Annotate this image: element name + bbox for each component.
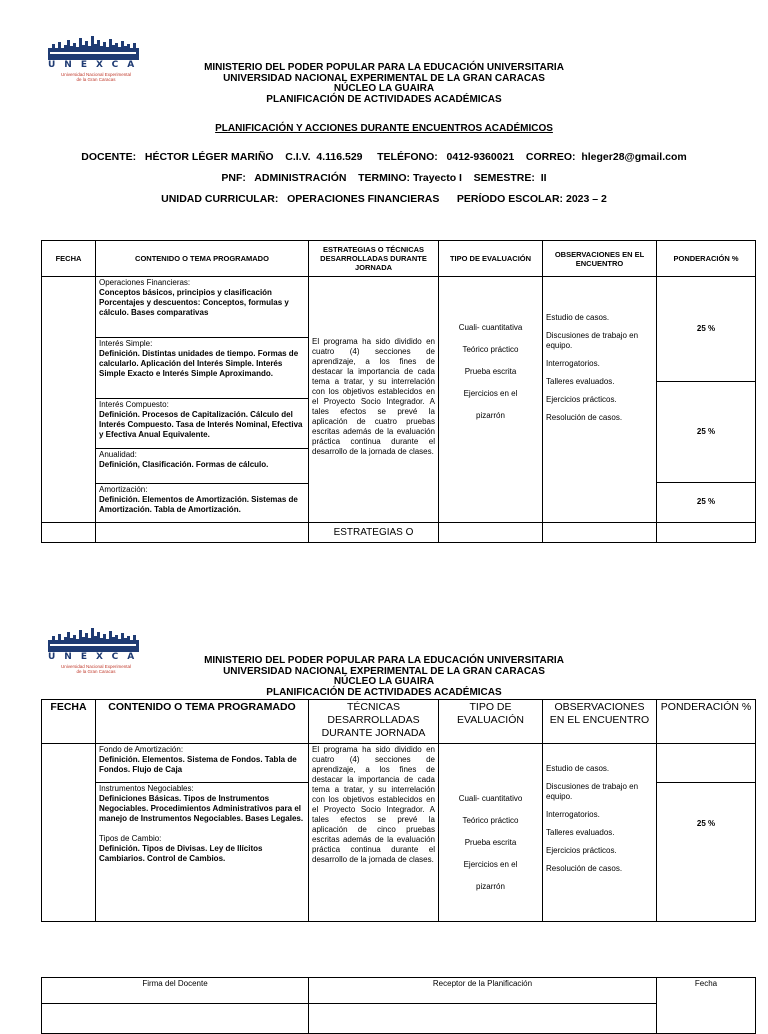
content-block: Interés Compuesto: Definición. Procesos de Capitalización. Cálculo del Interés Compuesto. Tasa de Interés Nominal, Efectiva y Efectiva Anual Equivalente.	[96, 399, 308, 449]
estrategias-footer: ESTRATEGIAS O	[309, 523, 439, 543]
contenido-cell	[96, 277, 309, 523]
evaluacion-cell: Cuali- cuantitativo Teórico práctico Prueba escrita Ejercicios en el pizarrón	[439, 744, 543, 922]
logo-subtitle: Universidad Nacional Experimental de la Gran Caracas	[60, 72, 132, 82]
content-block: Amortización: Definición. Elementos de Amortización. Sistemas de Amortización. Tabla de Amortización.	[99, 485, 298, 514]
firma-docente-field[interactable]	[42, 1004, 309, 1034]
ponderacion-cell: 25 % 25 % 25 %	[657, 277, 756, 523]
header-ponderacion: PONDERACIÓN %	[657, 241, 756, 277]
content-block: Anualidad: Definición, Clasificación. Formas de cálculo.	[96, 449, 308, 484]
estrategias-cell: El programa ha sido dividido en cuatro (4) secciones de aprendizaje, a los fines de destacar la importancia de cada tema a tratar, y su interrelación con los objetivos establecidos en el Proyecto Socio Integrador. A tales efectos se prevé la aplicación de cuatro pruebas escritas además de la evaluación práctica continua durante el desarrollo de la jornada de clases.	[309, 277, 439, 523]
header-evaluacion: TIPO DE EVALUACIÓN	[439, 241, 543, 277]
header-observaciones: OBSERVACIONES EN EL ENCUENTRO	[543, 241, 657, 277]
ponderacion-cell: 25 %	[657, 744, 756, 922]
header-estrategias: ESTRATEGIAS O TÉCNICAS DESARROLLADAS DURANTE JORNADA	[309, 241, 439, 277]
content-block: Interés Simple: Definición. Distintas unidades de tiempo. Formas de calcularlo. Aplicación del Interés Simple. Interés Simple Exacto e Interés Simple Aproximando.	[96, 338, 308, 399]
contenido-cell	[96, 744, 309, 922]
logo-brand: UNEXCA	[48, 60, 144, 70]
header-fecha: FECHA	[42, 700, 96, 744]
header-contenido: CONTENIDO O TEMA PROGRAMADO	[96, 241, 309, 277]
planning-table-2	[41, 699, 756, 922]
planning-table-1	[41, 240, 756, 543]
content-block: Instrumentos Negociables: Definiciones Básicas. Tipos de Instrumentos Negociables. Procedimientos Administrativos para el manejo de Instrumentos Negociables. Bases Legales. Tipos de Cambio: Definición. Tipos de Divisas. Ley de Ilícitos Cambiarios. Control de Cambios.	[99, 784, 304, 863]
unidad-info: UNIDAD CURRICULAR: OPERACIONES FINANCIERAS PERÍODO ESCOLAR: 2023 – 2	[161, 193, 607, 205]
estrategias-cell: El programa ha sido dividido en cuatro (4) secciones de aprendizaje, a los fines de destacar la importancia de cada tema a tratar, y su interrelación con los objetivos establecidos en el Proyecto Socio Integrador. A tales efectos se prevé la aplicación de cinco pruebas escritas además de la evaluación práctica continua durante el desarrollo de la jornada de clases.	[309, 744, 439, 922]
skyline-icon	[46, 34, 141, 60]
logo-brand: UNEXCA	[48, 652, 144, 662]
signature-table	[41, 977, 756, 1034]
fecha-cell	[42, 744, 96, 922]
ministry-header: MINISTERIO DEL PODER POPULAR PARA LA EDUCACIÓN UNIVERSITARIA UNIVERSIDAD NACIONAL EXPERIMENTAL DE LA GRAN CARACAS NÚCLEO LA GUAIRA PLANIFICACIÓN DE ACTIVIDADES ACADÉMICAS	[204, 62, 564, 105]
evaluacion-cell: Cuali- cuantitativa Teórico práctico Prueba escrita Ejercicios en el pizarrón	[439, 277, 543, 523]
content-block: Fondo de Amortización: Definición. Elementos. Sistema de Fondos. Tabla de Fondos. Flujo de Caja	[96, 744, 308, 783]
receptor-label: Receptor de la Planificación	[309, 978, 657, 1004]
header-fecha: FECHA	[42, 241, 96, 277]
receptor-field[interactable]	[309, 1004, 657, 1034]
pnf-info: PNF: ADMINISTRACIÓN TERMINO: Trayecto I SEMESTRE: II	[221, 172, 547, 184]
fecha-label: Fecha	[657, 978, 756, 1034]
content-block: Operaciones Financieras: Conceptos básicos, principios y clasificación Porcentajes y descuentos: Conceptos, formulas y cálculo. Bases comparativas	[96, 277, 308, 338]
skyline-icon	[46, 626, 141, 652]
firma-docente-label: Firma del Docente	[42, 978, 309, 1004]
header-tecnicas: TÉCNICAS DESARROLLADAS DURANTE JORNADA	[309, 700, 439, 744]
logo-subtitle: Universidad Nacional Experimental de la Gran Caracas	[60, 664, 132, 674]
ministry-header: MINISTERIO DEL PODER POPULAR PARA LA EDUCACIÓN UNIVERSITARIA UNIVERSIDAD NACIONAL EXPERIMENTAL DE LA GRAN CARACAS NÚCLEO LA GUAIRA PLANIFICACIÓN DE ACTIVIDADES ACADÉMICAS	[204, 655, 564, 698]
docente-info: DOCENTE: HÉCTOR LÉGER MARIÑO C.I.V. 4.116.529 TELÉFONO: 0412-9360021 CORREO: hleger28@gmail.com	[81, 151, 687, 163]
header-contenido: CONTENIDO O TEMA PROGRAMADO	[96, 700, 309, 744]
fecha-cell	[42, 277, 96, 523]
header-ponderacion: PONDERACIÓN %	[657, 700, 756, 744]
header-observaciones: OBSERVACIONES EN EL ENCUENTRO	[543, 700, 657, 744]
document-title: PLANIFICACIÓN Y ACCIONES DURANTE ENCUENTROS ACADÉMICOS	[215, 123, 553, 134]
observaciones-cell: Estudio de casos. Discusiones de trabajo en equipo. Interrogatorios. Talleres evaluados. Ejercicios prácticos. Resolución de casos.	[543, 277, 657, 523]
observaciones-cell: Estudio de casos. Discusiones de trabajo en equipo. Interrogatorios. Talleres evaluados. Ejercicios prácticos. Resolución de casos.	[543, 744, 657, 922]
header-evaluacion: TIPO DE EVALUACIÓN	[439, 700, 543, 744]
